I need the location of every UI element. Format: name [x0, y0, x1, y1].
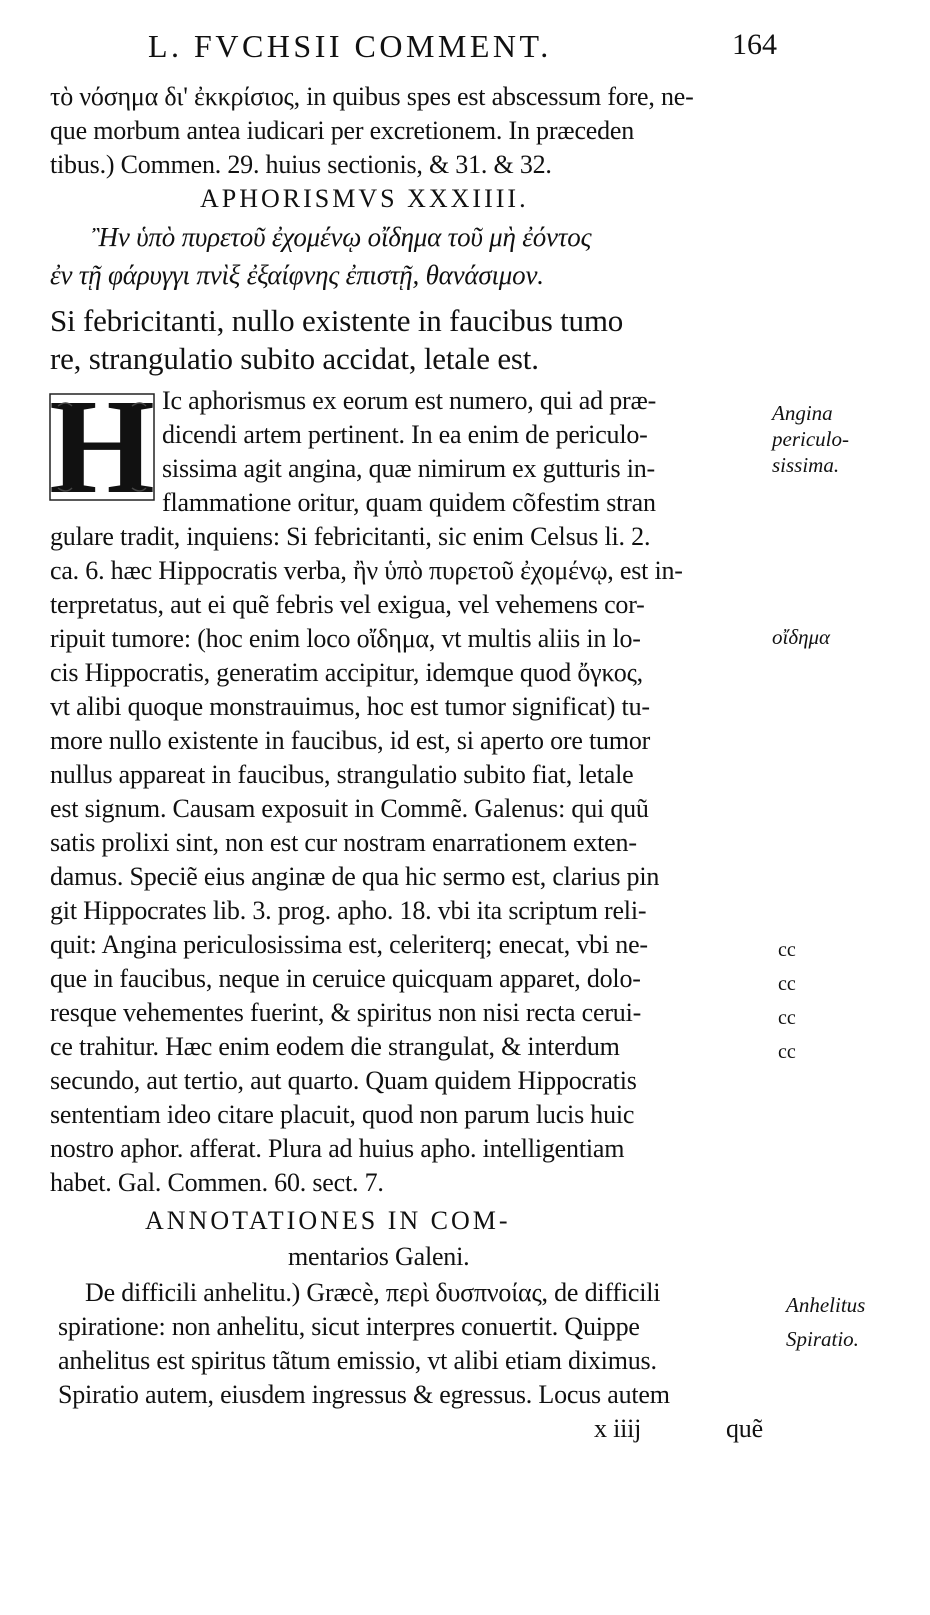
body-line: sententiam ideo citare placuit, quod non parum lucis huic: [50, 1100, 635, 1129]
body-line: git Hippocrates lib. 3. prog. apho. 18. vbi ita scriptum reli-: [50, 896, 647, 925]
body-line: sissima agit angina, quæ nimirum ex gutturis in-: [162, 454, 656, 483]
body-line: satis prolixi sint, non est cur nostram enarrationem exten-: [50, 828, 637, 857]
body-line: damus. Speciẽ eius anginæ de qua hic sermo est, clarius pin: [50, 862, 660, 891]
greek-aphorism-line: ἐν τῇ φάρυγγι πνὶξ ἐξαίφνης ἐπιστῇ, θανάσιμον.: [50, 260, 544, 290]
body-line: gulare tradit, inquiens: Si febricitanti, sic enim Celsus li. 2.: [50, 522, 651, 551]
running-header: L. FVCHSII COMMENT.: [148, 28, 552, 64]
body-line: ripuit tumore: (hoc enim loco οἴδημα, vt multis aliis in lo-: [50, 624, 641, 653]
intro-line: τὸ νόσημα δι' ἐκκρίσιος, in quibus spes est abscessum fore, ne-: [50, 82, 694, 111]
body-line: resque vehementes fuerint, & spiritus non nisi recta cerui-: [50, 998, 642, 1027]
margin-note-spiratio: Spiratio.: [786, 1327, 859, 1351]
annotations-subheading: mentarios Galeni.: [288, 1242, 470, 1271]
body-line: more nullo existente in faucibus, id est, si aperto ore tumor: [50, 726, 651, 755]
body-line: que in faucibus, neque in ceruice quicquam apparet, dolo-: [50, 964, 641, 993]
page-number: 164: [732, 28, 777, 61]
drop-cap-initial: [48, 372, 156, 522]
intro-line: que morbum antea iudicari per excretionem. In præceden: [50, 116, 635, 145]
signature-mark: x iiij: [594, 1414, 642, 1443]
body-line: cis Hippocratis, generatim accipitur, idemque quod ὄγκος,: [50, 658, 643, 687]
latin-aphorism-line: re, strangulatio subito accidat, letale est.: [50, 341, 539, 376]
body-line: nostro aphor. afferat. Plura ad huius apho. intelligentiam: [50, 1134, 625, 1163]
intro-line: tibus.) Commen. 29. huius sectionis, & 31. & 32.: [50, 150, 552, 179]
margin-note-oidema: οἴδημα: [772, 625, 831, 649]
quote-mark: cc: [778, 1041, 796, 1063]
body-line: flammatione oritur, quam quidem cõfestim stran: [162, 488, 656, 517]
body-line: Ic aphorismus ex eorum est numero, qui ad præ-: [162, 386, 657, 415]
body-line: dicendi artem pertinent. In ea enim de periculo-: [162, 420, 648, 449]
quote-mark: cc: [778, 939, 796, 961]
body-line: ce trahitur. Hæc enim eodem die strangulat, & interdum: [50, 1032, 620, 1061]
ornament-icon: [48, 392, 156, 502]
aphorism-heading: APHORISMVS XXXIIII.: [200, 184, 529, 213]
body-line: terpretatus, aut ei quẽ febris vel exigua, vel vehemens cor-: [50, 590, 645, 619]
annotations-heading: ANNOTATIONES IN COM-: [145, 1206, 511, 1235]
annotation-line: anhelitus est spiritus tãtum emissio, vt alibi etiam diximus.: [58, 1346, 657, 1375]
catchword: quẽ: [726, 1414, 763, 1443]
body-line: nullus appareat in faucibus, strangulatio subito fiat, letale: [50, 760, 634, 789]
margin-note-anhelitus: Anhelitus: [786, 1293, 866, 1317]
drop-cap-letter: H: [49, 372, 155, 522]
annotation-line: Spiratio autem, eiusdem ingressus & egressus. Locus autem: [58, 1380, 670, 1409]
annotation-line: De difficili anhelitu.) Græcè, περὶ δυσπνοίας, de difficili: [85, 1278, 661, 1307]
body-line: secundo, aut tertio, aut quarto. Quam quidem Hippocratis: [50, 1066, 637, 1095]
body-line: quit: Angina periculosissima est, celeriterq; enecat, vbi ne-: [50, 930, 648, 959]
greek-aphorism-line: Ἢν ὑπὸ πυρετοῦ ἐχομένῳ οἴδημα τοῦ μὴ ἐόντος: [92, 222, 592, 252]
body-line: habet. Gal. Commen. 60. sect. 7.: [50, 1168, 384, 1197]
quote-mark: cc: [778, 973, 796, 995]
body-line: ca. 6. hæc Hippocratis verba, ἢν ὑπὸ πυρετοῦ ἐχομένῳ, est in-: [50, 556, 683, 585]
body-line: vt alibi quoque monstrauimus, hoc est tumor significat) tu-: [50, 692, 650, 721]
latin-aphorism-line: Si febricitanti, nullo existente in faucibus tumo: [50, 303, 624, 338]
annotation-line: spiratione: non anhelitu, sicut interpres conuertit. Quippe: [58, 1312, 640, 1341]
body-line: est signum. Causam exposuit in Commẽ. Galenus: qui quũ: [50, 794, 649, 823]
quote-mark: cc: [778, 1007, 796, 1029]
margin-note-angina: Angina periculo- sissima.: [772, 401, 849, 477]
